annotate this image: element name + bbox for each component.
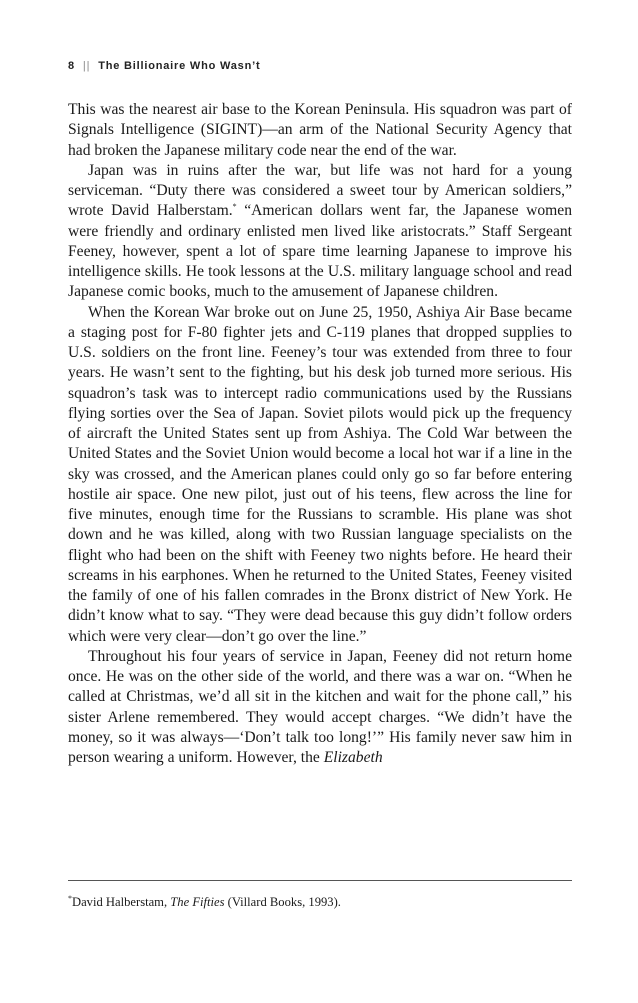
paragraph-2 <box>68 161 572 303</box>
running-head <box>68 60 260 72</box>
book-title: The Billionaire Who Wasn’t <box>98 60 261 72</box>
paragraph-2-text-b: “American dollars went far, the Japanese women were friendly and ordinary enlisted men lived like aristocrats.” Staff Sergeant Feeney, however, spent a lot of spare time learning Japanese to improve his intelligence skills. He took lessons at the U.S. military language school and read Japanese comic books, much to the amusement of Japanese children. <box>68 202 573 301</box>
paragraph-4-text: Throughout his four years of service in Japan, Feeney did not return home once. He was on the other side of the world, and there was a war on. “When he called at Christmas, we’d all sit in the kitchen and wait for the phone call,” his sister Arlene remembered. They would accept charges. “We didn’t have the money, so it was always—‘Don’t talk too long!’” His family never saw him in person wearing a uniform. However, the <box>68 647 572 766</box>
paragraph-1: This was the nearest air base to the Korean Peninsula. His squadron was part of Signals Intelligence (SIGINT)—an arm of the National Security Agency that had broken the Japanese military code near the end of the war. <box>68 101 572 159</box>
footnote-reference: * <box>232 202 237 212</box>
footnote-divider <box>68 880 572 881</box>
footnote-publisher: (Villard Books, 1993). <box>224 895 341 909</box>
header-separator: || <box>82 60 91 72</box>
footnote-book-title: The Fifties <box>170 895 225 909</box>
paragraph-3: When the Korean War broke out on June 25, 1950, Ashiya Air Base became a staging post for F-80 fighter jets and C-119 planes that dropped supplies to U.S. soldiers on the front line. Feeney’s tour was extended from three to four years. He wasn’t sent to the fighting, but his desk job turned more serious. His squadron’s task was to intercept radio communications used by the Russians flying sorties over the Sea of Japan. Soviet pilots would pick up the frequency of aircraft the United States sent up from Ashiya. The Cold War between the United States and the Soviet Union would become a local hot war if a line in the sky was crossed, and the American planes could only go so far before entering hostile air space. One new pilot, just out of his teens, flew across the line for five minutes, enough time for the Russians to scramble. His plane was shot down and he was killed, along with two Russian language specialists on the flight who had been on the shift with Feeney two nights before. He heard their screams in his earphones. When he returned to the United States, Feeney visited the family of one of his fallen comrades in the Bronx district of New York. He didn’t know what to say. “They were dead because this guy didn’t follow orders which were very clear—don’t go over the line.” <box>68 303 572 645</box>
page-number: 8 <box>68 60 75 72</box>
footnote <box>68 894 572 910</box>
body-text <box>68 100 572 768</box>
paragraph-4 <box>68 647 572 769</box>
paragraph-4-italic: Elizabeth <box>323 749 383 766</box>
footnote-author: David Halberstam, <box>72 895 171 909</box>
footnote-marker: * <box>68 893 72 903</box>
paragraph-2-text-a: Japan was in ruins after the war, but life was not hard for a young serviceman. “Duty there was considered a sweet tour by American soldiers,” wrote David Halberstam. <box>68 161 572 220</box>
